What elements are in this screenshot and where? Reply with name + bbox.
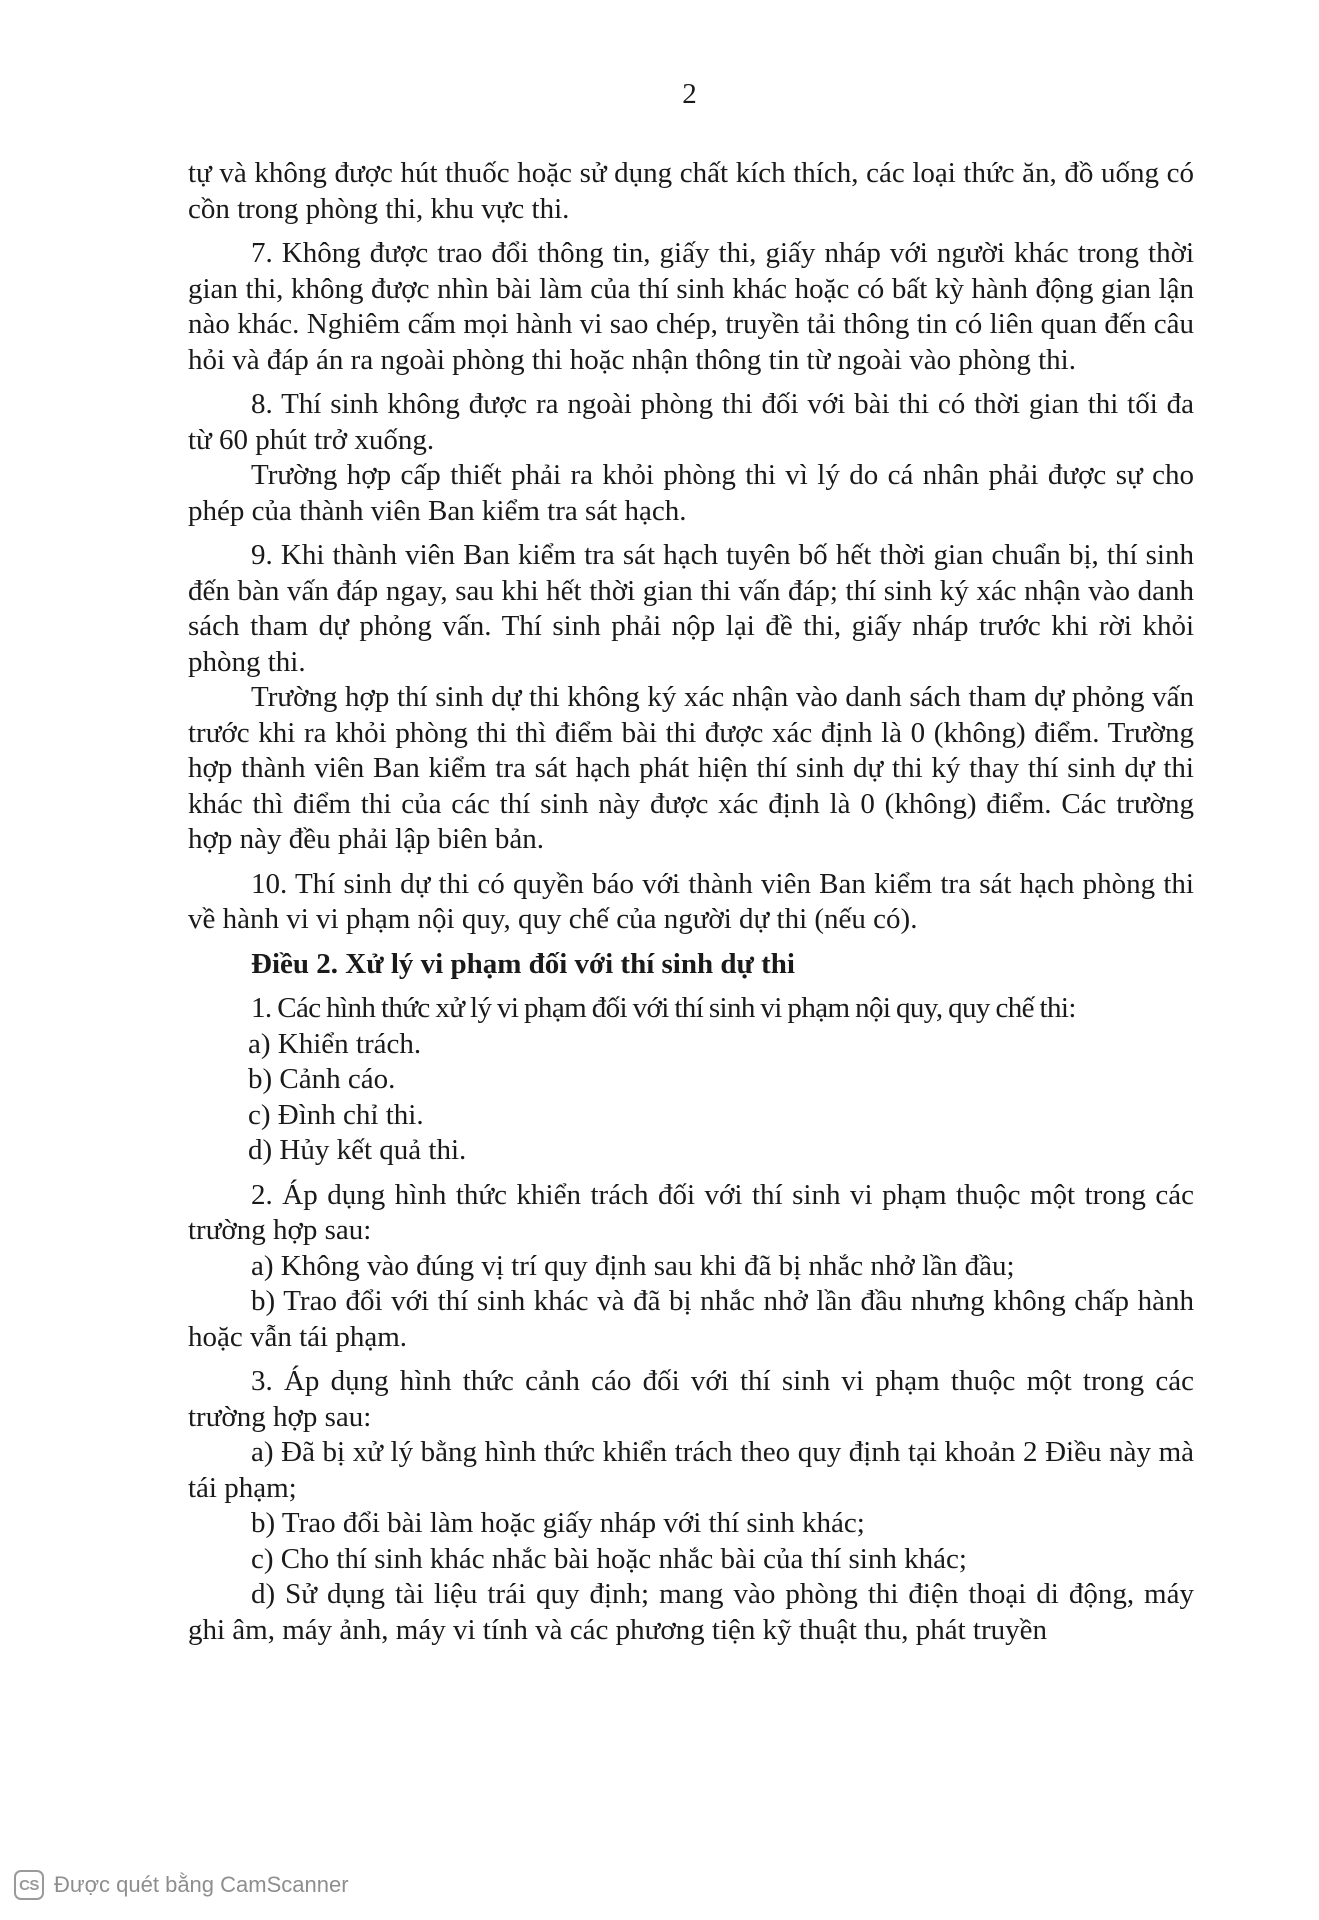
list-item: d) Sử dụng tài liệu trái quy định; mang vào phòng thi điện thoại di động, máy ghi âm, máy ảnh, máy vi tính và các phương tiện kỹ thuật thu, phát truyền: [188, 1578, 1194, 1646]
list-item: b) Trao đổi với thí sinh khác và đã bị nhắc nhở lần đầu nhưng không chấp hành hoặc vẫn tái phạm.: [188, 1285, 1194, 1353]
clause-8: 8. Thí sinh không được ra ngoài phòng thi đối với bài thi có thời gian thi tối đa từ 60 phút trở xuống.: [188, 388, 1194, 456]
list-item: a) Đã bị xử lý bằng hình thức khiển trách theo quy định tại khoản 2 Điều này mà tái phạm;: [188, 1436, 1194, 1504]
article-2-heading: Điều 2. Xử lý vi phạm đối với thí sinh dự thi: [251, 947, 795, 980]
paragraph-continuation: tự và không được hút thuốc hoặc sử dụng chất kích thích, các loại thức ăn, đồ uống có cồn trong phòng thi, khu vực thi.: [188, 157, 1194, 225]
list-item: b) Trao đổi bài làm hoặc giấy nháp với thí sinh khác;: [251, 1507, 865, 1539]
document-body: [188, 156, 1194, 1648]
list-item: a) Không vào đúng vị trí quy định sau khi đã bị nhắc nhở lần đầu;: [251, 1249, 1015, 1282]
article-2-clause-1: 1. Các hình thức xử lý vi phạm đối với thí sinh vi phạm nội quy, quy chế thi:: [251, 992, 1076, 1024]
camscanner-logo-icon: CS: [14, 1870, 44, 1900]
article-2-clause-3: 3. Áp dụng hình thức cảnh cáo đối với thí sinh vi phạm thuộc một trong các trường hợp sau:: [188, 1365, 1194, 1433]
clause-8-note: Trường hợp cấp thiết phải ra khỏi phòng thi vì lý do cá nhân phải được sự cho phép của thành viên Ban kiểm tra sát hạch.: [188, 459, 1194, 527]
list-item: a) Khiển trách.: [248, 1027, 422, 1060]
article-2-clause-2: 2. Áp dụng hình thức khiển trách đối với thí sinh vi phạm thuộc một trong các trường hợp sau:: [188, 1178, 1194, 1246]
clause-10: 10. Thí sinh dự thi có quyền báo với thành viên Ban kiểm tra sát hạch phòng thi về hành vi vi phạm nội quy, quy chế của người dự thi (nếu có).: [188, 867, 1194, 935]
clause-9-note: Trường hợp thí sinh dự thi không ký xác nhận vào danh sách tham dự phỏng vấn trước khi ra khỏi phòng thi thì điểm bài thi được xác định là 0 (không) điểm. Trường hợp thành viên Ban kiểm tra sát hạch phát hiện thí sinh dự thi ký thay thí sinh dự thi khác thì điểm thi của các thí sinh này được xác định là 0 (không) điểm. Các trường hợp này đều phải lập biên bản.: [188, 681, 1194, 855]
list-item: d) Hủy kết quả thi.: [248, 1134, 467, 1166]
list-item: c) Cho thí sinh khác nhắc bài hoặc nhắc bài của thí sinh khác;: [251, 1542, 967, 1575]
clause-9: 9. Khi thành viên Ban kiểm tra sát hạch tuyên bố hết thời gian chuẩn bị, thí sinh đến bàn vấn đáp ngay, sau khi hết thời gian thi vấn đáp; thí sinh ký xác nhận vào danh sách tham dự phỏng vấn. Thí sinh phải nộp lại đề thi, giấy nháp trước khi rời khỏi phòng thi.: [188, 539, 1194, 678]
camscanner-watermark: [14, 1870, 349, 1900]
list-item: c) Đình chỉ thi.: [248, 1098, 424, 1131]
watermark-text: Được quét bằng CamScanner: [54, 1872, 349, 1897]
list-item: b) Cảnh cáo.: [248, 1063, 396, 1095]
page-number: 2: [682, 78, 697, 110]
clause-7: 7. Không được trao đổi thông tin, giấy thi, giấy nháp với người khác trong thời gian thi, không được nhìn bài làm của thí sinh khác hoặc có bất kỳ hành động gian lận nào khác. Nghiêm cấm mọi hành vi sao chép, truyền tải thông tin có liên quan đến câu hỏi và đáp án ra ngoài phòng thi hoặc nhận thông tin từ ngoài vào phòng thi.: [188, 237, 1194, 376]
